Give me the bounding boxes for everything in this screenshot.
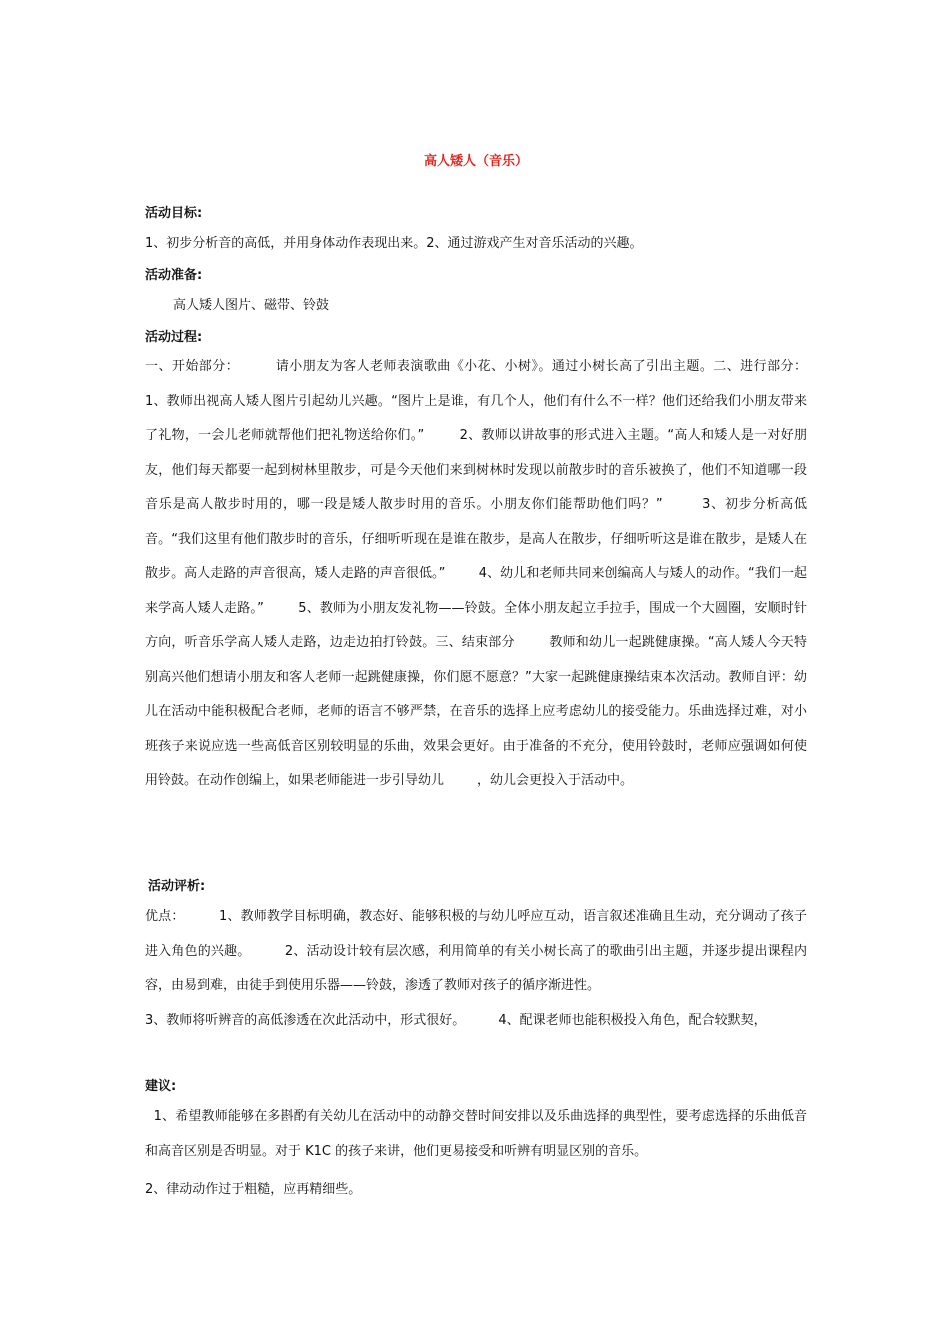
prep-heading: 活动准备:: [145, 268, 203, 283]
suggest-text-2: 2、律动动作过于粗糙，应再精细些。: [145, 1182, 362, 1197]
process-text: 一、开始部分： 请小朋友为客人老师表演歌曲《小花、小树》。通过小树长高了引出主题。二、进行部分： 1、教师出视高人矮人图片引起幼儿兴趣。“图片上是谁，有几个人，他们有什么不一样？他们还给我们小朋友带来了礼物，一会儿老师就帮他们把礼物送给你们。” 2、教师以讲故事的形式进入主题。“高人和矮人是一对好朋友，他们每天都要一起到树林里散步，可是今天他们来到树林时发现以前散步时的音乐被换了，他们不知道哪一段音乐是高人散步时用的，哪一段是矮人散步时用的音乐。小朋友你们能帮助他们吗？” 3、初步分析高低音。“我们这里有他们散步时的音乐，仔细听听现在是谁在散步，是高人在散步，仔细听听这是谁在散步，是矮人在散步。高人走路的声音很高，矮人走路的声音很低。” 4、幼儿和老师共同来创编高人与矮人的动作。“我们一起来学高人矮人走路。” 5、教师为小朋友发礼物——铃鼓。全体小朋友起立手拉手，围成一个大圆圈，安顺时针方向，听音乐学高人矮人走路，边走边拍打铃鼓。三、结束部分 教师和幼儿一起跳健康操。“高人矮人今天特别高兴他们想请小朋友和客人老师一起跳健康操，你们愿不愿意？”大家一起跳健康操结束本次活动。教师自评：幼儿在活动中能积极配合老师，老师的语言不够严禁，在音乐的选择上应考虑幼儿的接受能力。乐曲选择过难，对小班孩子来说应选一些高低音区别较明显的乐曲，效果会更好。由于准备的不充分，使用铃鼓时，老师应强调如何使用铃鼓。在动作创编上，如果老师能进一步引导幼儿 ，幼儿会更投入于活动中。: [145, 359, 841, 788]
prep-text: 高人矮人图片、磁带、铃鼓: [173, 298, 330, 313]
suggest-heading: 建议:: [145, 1079, 177, 1094]
document-page: [145, 0, 841, 1344]
suggest-text-1: 1、希望教师能够在多斟酌有关幼儿在活动中的动静交替时间安排以及乐曲选择的典型性，要考虑选择的乐曲低音和高音区别是否明显。对于 K1C 的孩子来讲，他们更易接受和听辨有明显区别的音乐。: [145, 1109, 808, 1159]
goals-text: 1、初步分析音的高低，并用身体动作表现出来。2、通过游戏产生对音乐活动的兴趣。: [145, 236, 643, 251]
process-heading: 活动过程:: [145, 330, 203, 345]
review-heading: 活动评析:: [148, 879, 206, 894]
review-text-2: 3、教师将听辨音的高低渗透在次此活动中，形式很好。 4、配课老师也能积极投入角色，配合较默契，: [145, 1013, 767, 1028]
document-title: 高人矮人（音乐）: [423, 154, 528, 169]
goals-heading: 活动目标:: [145, 206, 203, 221]
review-text-1: 优点： 1、教师教学目标明确，教态好、能够积极的与幼儿呼应互动，语言叙述准确且生动，充分调动了孩子进入角色的兴趣。 2、活动设计较有层次感，利用简单的有关小树长高了的歌曲引出主题，并逐步提出课程内容，由易到难，由徒手到使用乐器——铃鼓，渗透了教师对孩子的循序渐进性。: [145, 909, 807, 993]
